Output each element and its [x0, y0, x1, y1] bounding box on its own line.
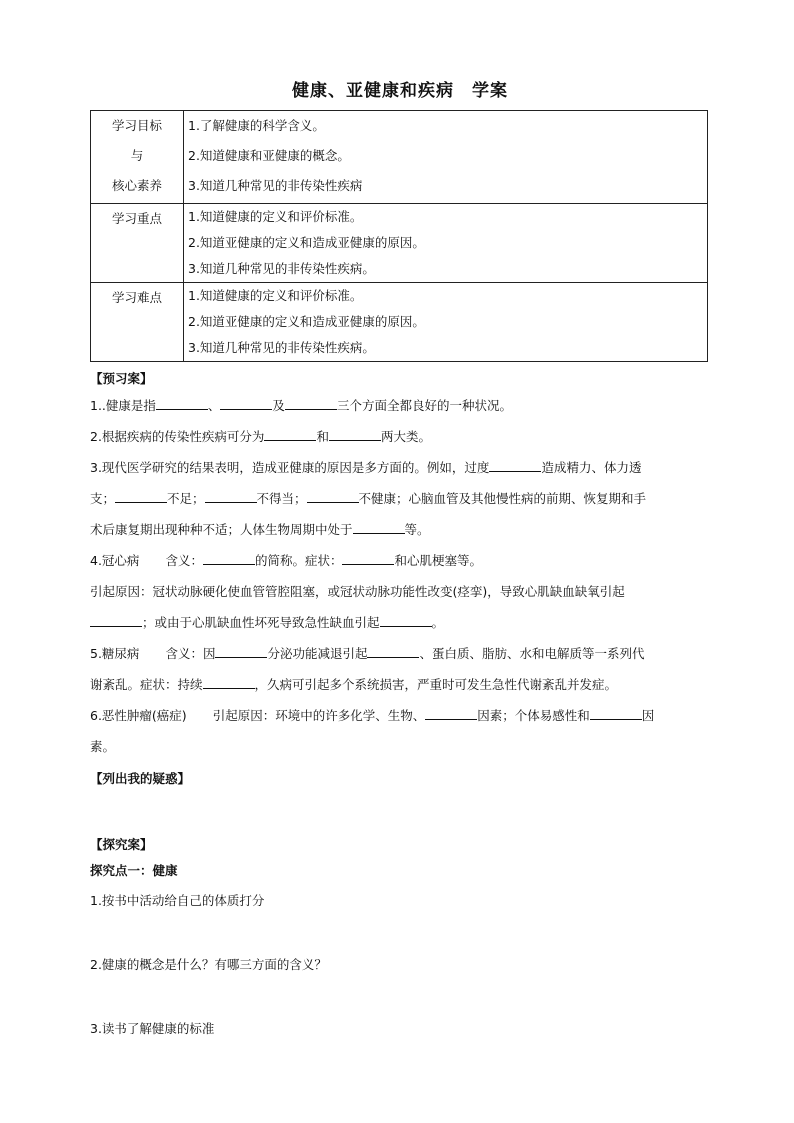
row-content: 1.知道健康的定义和评价标准。 2.知道亚健康的定义和造成亚健康的原因。 3.知道几种常见的非传染性疾病。: [184, 283, 708, 362]
answer-blank[interactable]: [203, 674, 255, 689]
row-label: 学习重点: [91, 204, 184, 283]
answer-blank[interactable]: [156, 395, 208, 410]
row-label: 学习难点: [91, 283, 184, 362]
table-row: [91, 111, 708, 204]
row-content: 1.了解健康的科学含义。 2.知道健康和亚健康的概念。 3.知道几种常见的非传染性疾病: [184, 111, 708, 204]
row-content: 1.知道健康的定义和评价标准。 2.知道亚健康的定义和造成亚健康的原因。 3.知道几种常见的非传染性疾病。: [184, 204, 708, 283]
explore-heading: 【探究案】: [90, 837, 153, 852]
row-label: 学习目标 与 核心素养: [91, 111, 184, 204]
answer-blank[interactable]: [220, 395, 272, 410]
answer-blank[interactable]: [489, 457, 541, 472]
answer-blank[interactable]: [205, 488, 257, 503]
question-5: 5.糖尿病 含义：因 分泌功能减退引起 、蛋白质、脂肪、水和电解质等一系列代 谢紊乱。症状：持续 ，久病可引起多个系统损害，严重时可发生急性代谢紊乱并发症。: [90, 638, 710, 700]
table-row: [91, 204, 708, 283]
goals-table: [90, 110, 708, 362]
explore-question-2: 2.健康的概念是什么？有哪三方面的含义？: [90, 957, 327, 972]
answer-blank[interactable]: [115, 488, 167, 503]
answer-blank[interactable]: [215, 643, 267, 658]
preview-heading: 【预习案】: [90, 371, 153, 386]
explore-question-3: 3.读书了解健康的标准: [90, 1021, 215, 1036]
answer-blank[interactable]: [285, 395, 337, 410]
question-2: 2.根据疾病的传染性疾病可分为 和 两大类。: [90, 421, 710, 452]
question-1: 1..健康是指 、 及 三个方面全都良好的一种状况。: [90, 390, 710, 421]
answer-blank[interactable]: [590, 705, 642, 720]
answer-blank[interactable]: [329, 426, 381, 441]
explore-point-title: 探究点一：健康: [90, 863, 178, 878]
answer-blank[interactable]: [425, 705, 477, 720]
answer-blank[interactable]: [307, 488, 359, 503]
page-title: 健康、亚健康和疾病 学案: [292, 81, 508, 101]
answer-blank[interactable]: [380, 612, 432, 627]
question-6: 6.恶性肿瘤(癌症) 引起原因：环境中的许多化学、生物、 因素；个体易感性和 因 素。: [90, 700, 710, 762]
answer-blank[interactable]: [203, 550, 255, 565]
doubts-heading: 【列出我的疑惑】: [90, 771, 191, 786]
answer-blank[interactable]: [264, 426, 316, 441]
answer-blank[interactable]: [367, 643, 419, 658]
answer-blank[interactable]: [90, 612, 142, 627]
question-4: 4.冠心病 含义： 的简称。症状： 和心肌梗塞等。 引起原因：冠状动脉硬化使血管管腔阻塞，或冠状动脉功能性改变(痉挛)，导致心肌缺血缺氧引起 ；或由于心肌缺血性坏死导致急性缺血引起 。: [90, 545, 710, 638]
question-3: 3.现代医学研究的结果表明，造成亚健康的原因是多方面的。例如，过度 造成精力、体力透 支； 不足； 不得当； 不健康；心脑血管及其他慢性病的前期、恢复期和手 术后康复期出现种种不适；人体生物周期中处于 等。: [90, 452, 710, 545]
answer-blank[interactable]: [342, 550, 394, 565]
answer-blank[interactable]: [353, 519, 405, 534]
explore-question-1: 1.按书中活动给自己的体质打分: [90, 893, 265, 908]
table-row: [91, 283, 708, 362]
worksheet-page: [90, 78, 710, 1044]
